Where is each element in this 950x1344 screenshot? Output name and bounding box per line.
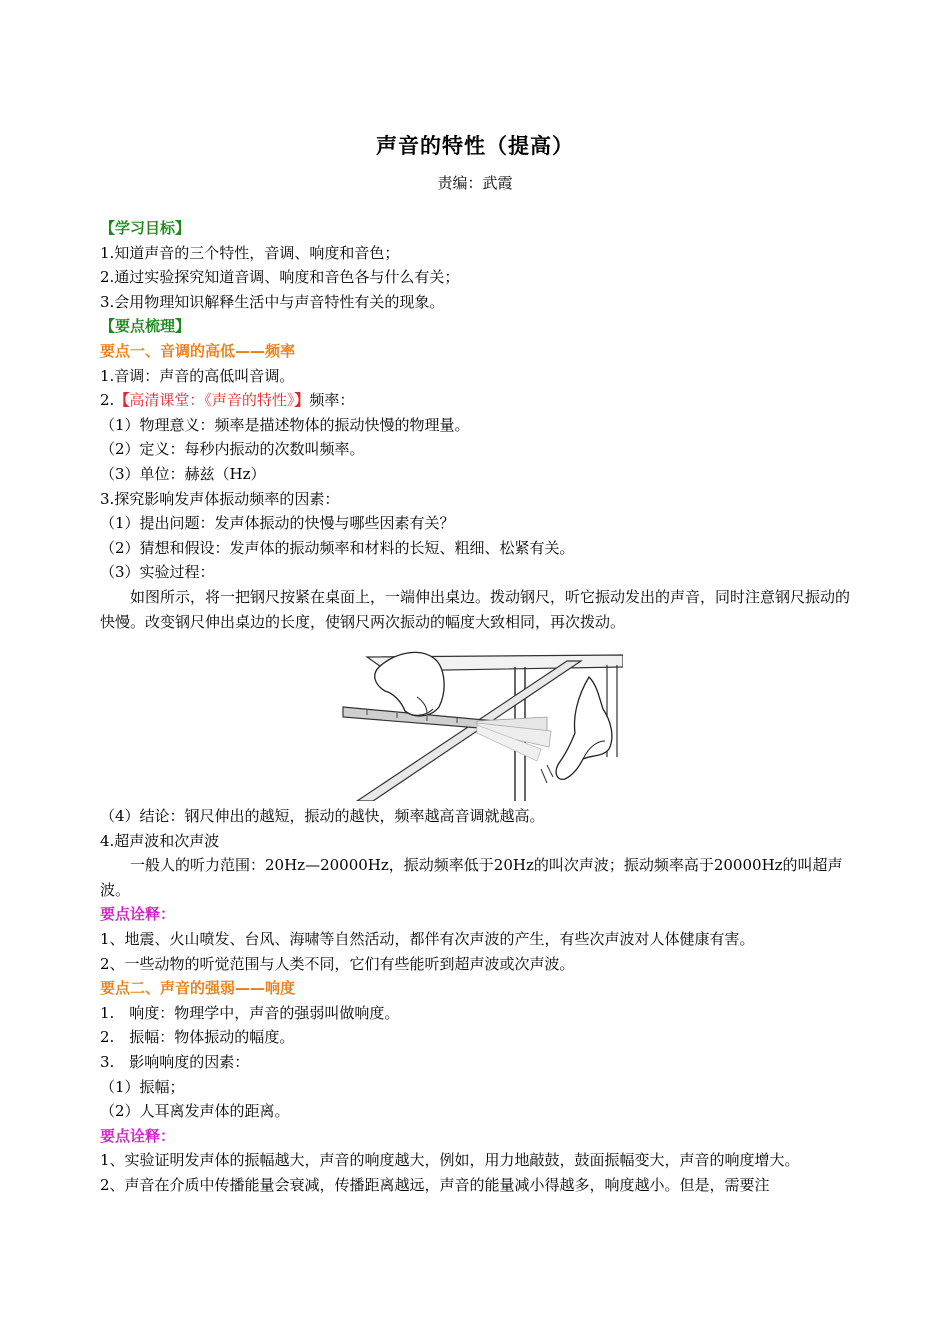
goal-item: 1.知道声音的三个特性，音调、响度和音色； <box>100 243 400 262</box>
point1-note-title: 要点诠释： <box>100 905 176 924</box>
item2-suffix: 频率： <box>309 391 355 410</box>
ruler-experiment-figure <box>100 634 852 804</box>
point1-note: 2、一些动物的听觉范围与人类不同，它们有些能听到超声波或次声波。 <box>100 954 575 973</box>
point2-note: 2、声音在介质中传播能量会衰减，传播距离越远，声音的能量减小得越多，响度越小。但是，需要注 <box>100 1176 770 1194</box>
bracket-open: 【 <box>114 391 130 410</box>
point1-title: 要点一、音调的高低——频率 <box>100 341 296 360</box>
course-link[interactable]: 高清课堂：《声音的特性》 <box>129 391 295 410</box>
point2-item: 2. 振幅：物体振动的幅度。 <box>100 1028 295 1047</box>
point2-item: （1）振幅； <box>100 1077 185 1096</box>
points-header: 【要点梳理】 <box>100 317 191 336</box>
point1-item1: 1.音调：声音的高低叫音调。 <box>100 366 295 385</box>
page-title: 声音的特性（提高） <box>376 134 574 158</box>
point2-item: 3. 影响响度的因素： <box>100 1053 250 1072</box>
item2-prefix: 2. <box>100 391 115 410</box>
ruler-experiment-illustration <box>327 637 623 801</box>
point2-item: （2）人耳离发声体的距离。 <box>100 1102 290 1121</box>
explore-item: （3）实验过程： <box>100 563 215 582</box>
point2-item: 1. 响度：物理学中，声音的强弱叫做响度。 <box>100 1003 400 1022</box>
point1-item2 <box>100 388 852 413</box>
point2-title: 要点二、声音的强弱——响度 <box>100 979 296 998</box>
bracket-close: 】 <box>294 391 310 410</box>
goal-item: 2.通过实验探究知道音调、响度和音色各与什么有关； <box>100 268 460 287</box>
explore-item: （1）提出问题：发声体振动的快慢与哪些因素有关？ <box>100 514 455 533</box>
point2-note: 1、实验证明发声体的振幅越大，声音的响度越大，例如，用力地敲鼓，鼓面振幅变大，声音的响度增大。 <box>100 1151 800 1170</box>
conclusion: （4）结论：钢尺伸出的越短，振动的越快，频率越高音调就越高。 <box>100 807 545 826</box>
freq-item: （2）定义：每秒内振动的次数叫频率。 <box>100 440 365 459</box>
explore-item: （2）猜想和假设：发声体的振动频率和材料的长短、粗细、松紧有关。 <box>100 538 575 557</box>
point1-item4: 4.超声波和次声波 <box>100 831 220 850</box>
goal-item: 3.会用物理知识解释生活中与声音特性有关的现象。 <box>100 292 445 311</box>
point1-note: 1、地震、火山喷发、台风、海啸等自然活动，都伴有次声波的产生，有些次声波对人体健康有害。 <box>100 930 755 949</box>
editor-line: 责编：武霞 <box>437 174 513 192</box>
hearing-range-paragraph: 一般人的听力范围：20Hz—20000Hz，振动频率低于20Hz的叫次声波；振动频率高于20000Hz的叫超声波。 <box>100 856 843 899</box>
document-body <box>100 216 852 1198</box>
freq-item: （3）单位：赫兹（Hz） <box>100 464 266 483</box>
point1-item3: 3.探究影响发声体振动频率的因素： <box>100 489 340 508</box>
point2-note-title: 要点诠释： <box>100 1126 176 1145</box>
process-paragraph: 如图所示，将一把钢尺按紧在桌面上，一端伸出桌边。拨动钢尺，听它振动发出的声音，同时注意钢尺振动的快慢。改变钢尺伸出桌边的长度，使钢尺两次振动的幅度大致相同，再次拨动。 <box>100 587 851 631</box>
goals-header: 【学习目标】 <box>100 219 191 237</box>
freq-item: （1）物理意义：频率是描述物体的振动快慢的物理量。 <box>100 415 470 434</box>
